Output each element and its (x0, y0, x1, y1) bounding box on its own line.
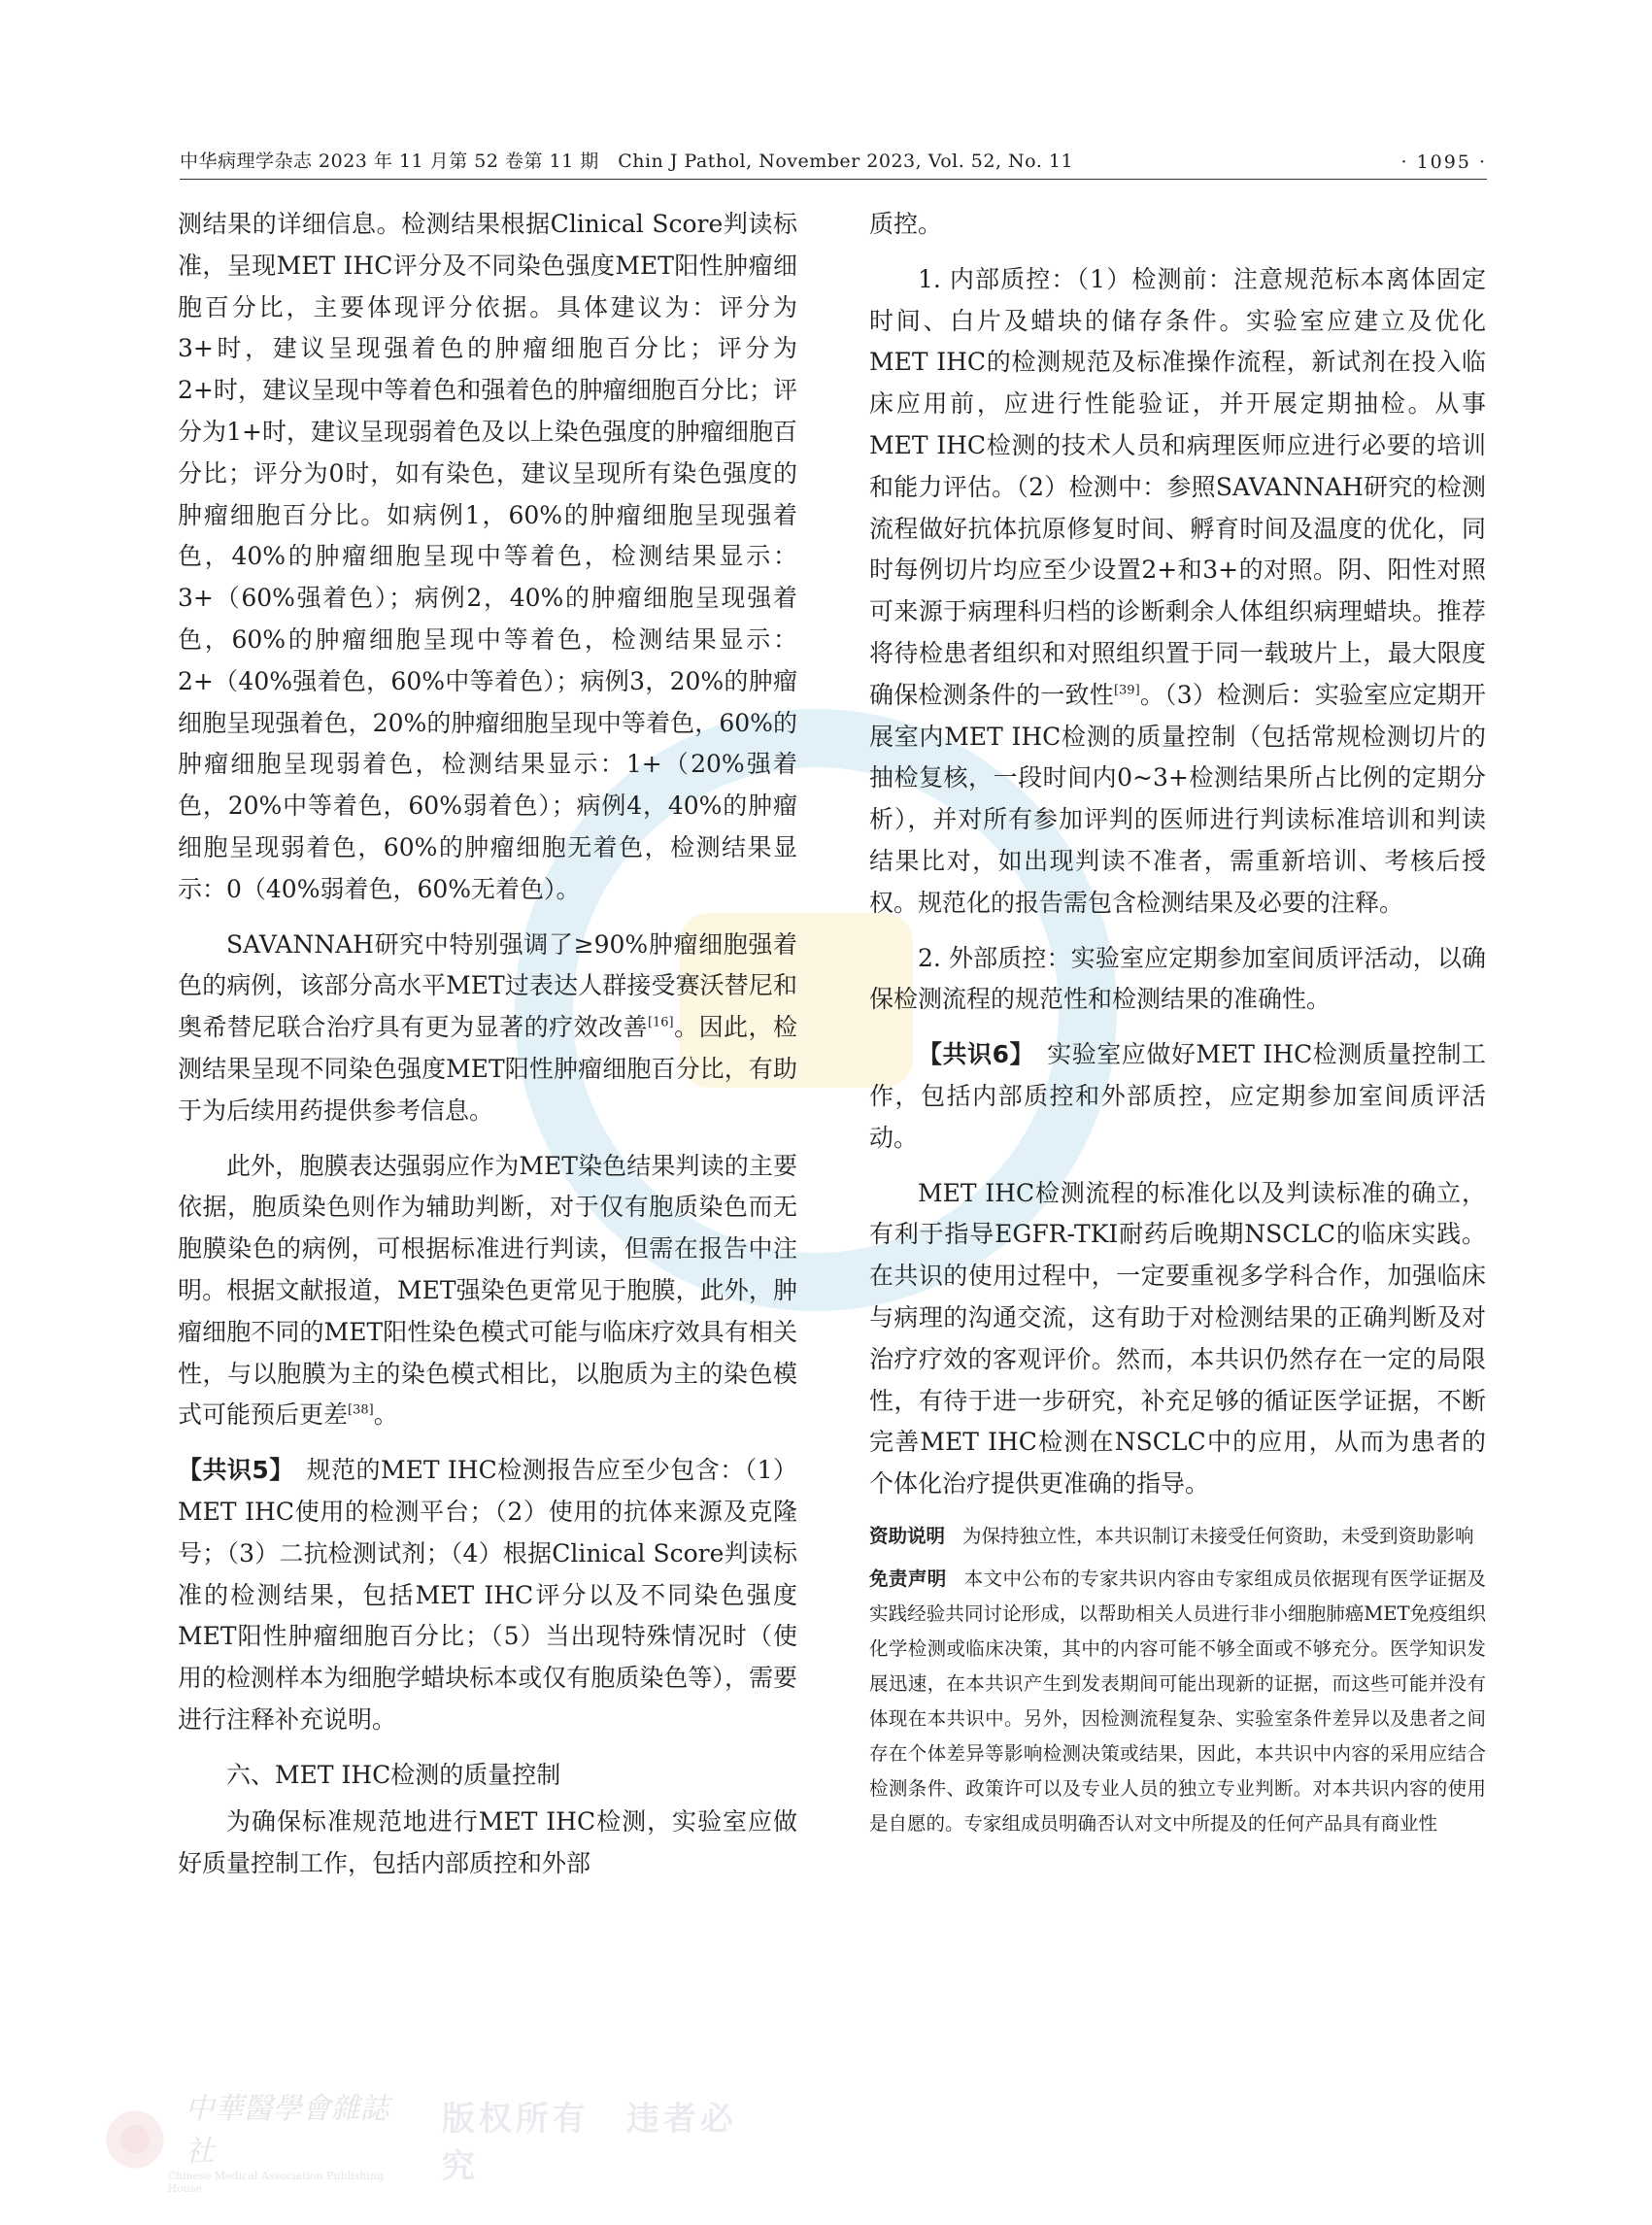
section-heading: 六、MET IHC检测的质量控制 (226, 1760, 561, 1789)
publisher-watermark (102, 2092, 762, 2195)
running-header (180, 134, 1487, 180)
consensus-label: 【共识5】 (178, 1456, 283, 1485)
paragraph: 1. 内部质控：（1）检测前：注意规范标本离体固定时间、白片及蜡块的储存条件。实验室应建立及优化MET IHC的检测规范及标准操作流程，新试剂在投入临床应用前，应进行性能验证，并开展定期抽检。从事MET IHC检测的技术人员和病理医师应进行必要的培训和能力评估。（2）检测中：参照SAVANNAH研究的检测流程做好抗体抗原修复时间、孵育时间及温度的优化，同时每例切片均应至少设置2+和3+的对照。阴、阳性对照可来源于病理科归档的诊断剩余人体组织病理蜡块。推荐将待检患者组织和对照组织置于同一载玻片上，最大限度确保检测条件的一致性[39]。（3）检测后：实验室应定期开展室内MET IHC检测的质量控制（包括常规检测切片的抽检复核，一段时间内0~3+检测结果所占比例的定期分析），并对所有参加评判的医师进行判读标准培训和判读结果比对，如出现判读不准者，需重新培训、考核后授权。规范化的报告需包含检测结果及必要的注释。 (869, 264, 1486, 917)
consensus-5: 【共识5】 规范的MET IHC检测报告应至少包含：（1）MET IHC使用的检测平台；（2）使用的抗体来源及克隆号；（3）二抗检测试剂；（4）根据Clinical Score判读标准的检测结果，包括MET IHC评分以及不同染色强度MET阳性肿瘤细胞百分比；（5）当出现特殊情况时（使用的检测样本为细胞学蜡块标本或仅有胞质染色等），需要进行注释补充说明。 (178, 1456, 797, 1734)
funding-label: 资助说明 (869, 1524, 946, 1547)
left-column (178, 204, 797, 1899)
copyright-slogan: 版权所有 违者必究 (441, 2100, 737, 2186)
disclaimer-label: 免责声明 (869, 1567, 947, 1590)
paragraph: SAVANNAH研究中特别强调了≥90%肿瘤细胞强着色的病例，该部分高水平MET过表达人群接受赛沃替尼和奥希替尼联合治疗具有更为显著的疗效改善[16]。因此，检测结果呈现不同染色强度MET阳性肿瘤细胞百分比，有助于为后续用药提供参考信息。 (178, 929, 797, 1125)
paragraph: 此外，胞膜表达强弱应作为MET染色结果判读的主要依据，胞质染色则作为辅助判断，对于仅有胞质染色而无胞膜染色的病例，可根据标准进行判读，但需在报告中注明。根据文献报道，MET强染色更常见于胞膜，此外，肿瘤细胞不同的MET阳性染色模式可能与临床疗效具有相关性，与以胞膜为主的染色模式相比，以胞质为主的染色模式可能预后更差[38]。 (178, 1151, 797, 1430)
citation: [16] (647, 1015, 674, 1030)
funding-note: 资助说明 为保持独立性，本共识制订未接受任何资助，未受到资助影响 (869, 1524, 1474, 1547)
paragraph: MET IHC检测流程的标准化以及判读标准的确立，有利于指导EGFR-TKI耐药后晚期NSCLC的临床实践。在共识的使用过程中，一定要重视多学科合作，加强临床与病理的沟通交流，这有助于对检测结果的正确判断及对治疗疗效的客观评价。然而，本共识仍然存在一定的局限性，有待于进一步研究，补充足够的循证医学证据，不断完善MET IHC检测在NSCLC中的应用，从而为患者的个体化治疗提供更准确的指导。 (869, 1178, 1486, 1499)
paragraph: 质控。 (869, 210, 943, 238)
citation: [38] (348, 1402, 374, 1418)
journal-info: 中华病理学杂志 2023 年 11 月第 52 卷第 11 期 Chin J Pathol, November 2023, Vol. 52, No. 11 (180, 151, 1074, 172)
publisher-name: 中華醫學會雜誌社 (185, 2092, 389, 2169)
disclaimer-note: 免责声明 本文中公布的专家共识内容由专家组成员依据现有医学证据及实践经验共同讨论形成，以帮助相关人员进行非小细胞肺癌MET免疫组织化学检测或临床决策，其中的内容可能不够全面或不够充分。医学知识发展迅速，在本共识产生到发表期间可能出现新的证据，而这些可能并没有体现在本共识中。另外，因检测流程复杂、实验室条件差异以及患者之间存在个体差异等影响检测决策或结果，因此，本共识中内容的采用应结合检测条件、政策许可以及专业人员的独立专业判断。对本共识内容的使用是自愿的。专家组成员明确否认对文中所提及的任何产品具有商业性 (869, 1567, 1486, 1835)
citation: [39] (1113, 683, 1140, 698)
publisher-name-en: Chinese Medical Association Publishing House (167, 2170, 385, 2195)
consensus-6: 【共识6】 实验室应做好MET IHC检测质量控制工作，包括内部质控和外部质控，应定期参加室间质评活动。 (869, 1040, 1486, 1152)
paragraph: 为确保标准规范地进行MET IHC检测，实验室应做好质量控制工作，包括内部质控和外部 (178, 1807, 797, 1878)
flower-logo-icon (102, 2106, 168, 2174)
right-column (869, 204, 1486, 1849)
paragraph: 2. 外部质控：实验室应定期参加室间质评活动，以确保检测流程的规范性和检测结果的准确性。 (869, 943, 1486, 1014)
paragraph: 测结果的详细信息。检测结果根据Clinical Score判读标准，呈现MET IHC评分及不同染色强度MET阳性肿瘤细胞百分比，主要体现评分依据。具体建议为：评分为3+时，建议呈现强着色的肿瘤细胞百分比；评分为2+时，建议呈现中等着色和强着色的肿瘤细胞百分比；评分为1+时，建议呈现弱着色及以上染色强度的肿瘤细胞百分比；评分为0时，如有染色，建议呈现所有染色强度的肿瘤细胞百分比。如病例1，60%的肿瘤细胞呈现强着色，40%的肿瘤细胞呈现中等着色，检测结果显示：3+（60%强着色）；病例2，40%的肿瘤细胞呈现强着色，60%的肿瘤细胞呈现中等着色，检测结果显示：2+（40%强着色，60%中等着色）；病例3，20%的肿瘤细胞呈现强着色，20%的肿瘤细胞呈现中等着色，60%的肿瘤细胞呈现弱着色，检测结果显示：1+（20%强着色，20%中等着色，60%弱着色）；病例4，40%的肿瘤细胞呈现弱着色，60%的肿瘤细胞无着色，检测结果显示：0（40%弱着色，60%无着色）。 (178, 210, 797, 903)
page-number: · 1095 · (1400, 152, 1487, 173)
consensus-label: 【共识6】 (918, 1040, 1023, 1069)
